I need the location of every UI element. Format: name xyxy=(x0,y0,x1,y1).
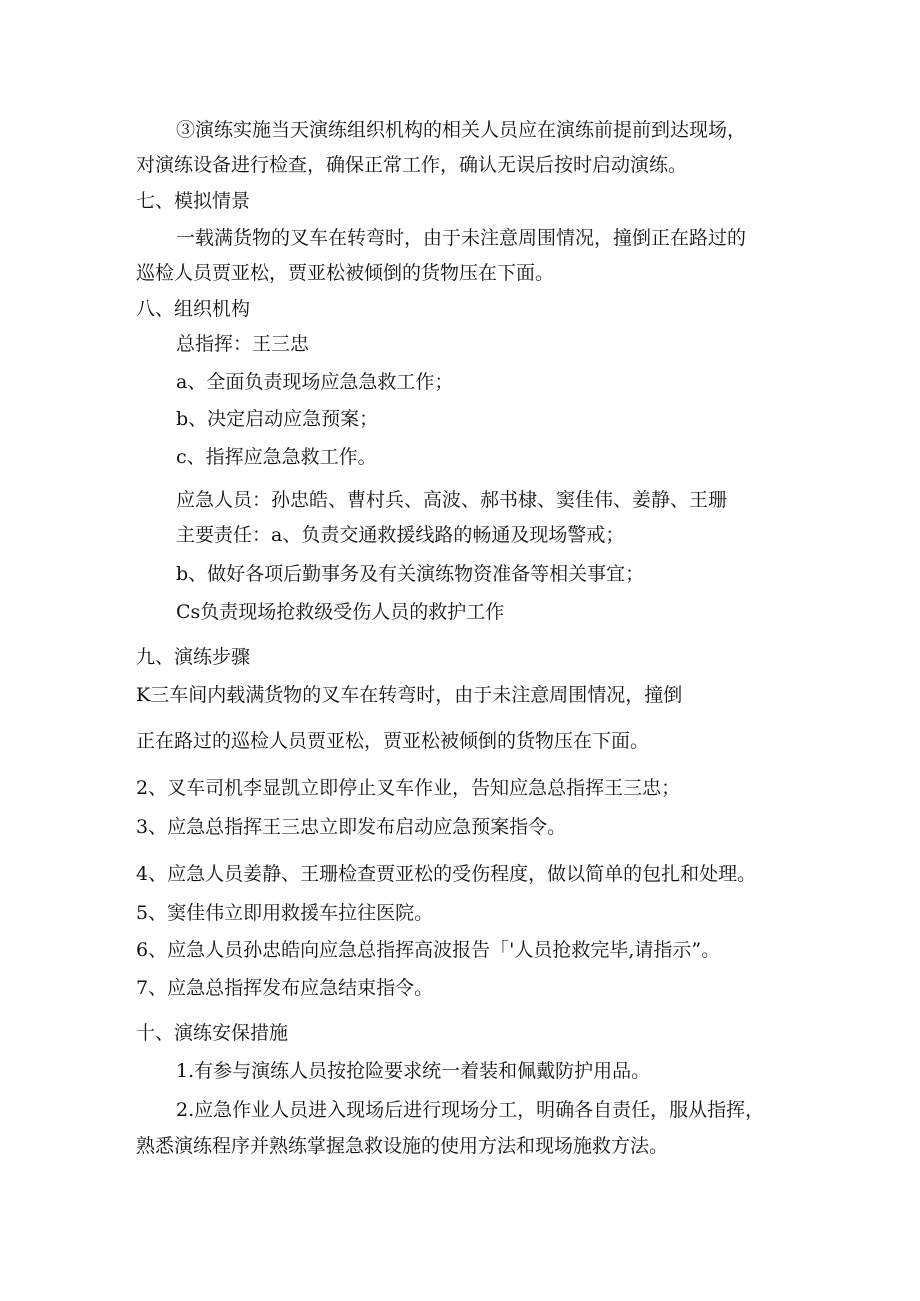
responder-duty-b: b、做好各项后勤事务及有关演练物资准备等相关事宜； xyxy=(176,563,645,585)
step-5: 5、窦佳伟立即用救援车拉往医院。 xyxy=(136,902,434,924)
step-1-line-1: K三车间内载满货物的叉车在转弯时，由于未注意周围情况，撞倒 xyxy=(136,684,683,706)
step-4: 4、应急人员姜静、王珊检查贾亚松的受伤程度，做以简单的包扎和处理。 xyxy=(136,863,757,885)
drill-prep-line-1: ③演练实施当天演练组织机构的相关人员应在演练前提前到达现场， xyxy=(176,119,747,141)
commander-duty-a: a、全面负责现场应急急救工作； xyxy=(176,371,454,393)
safety-item-1: 1.有参与演练人员按抢险要求统一着装和佩戴防护用品。 xyxy=(176,1060,651,1082)
step-2: 2、叉车司机李显凯立即停止叉车作业，告知应急总指挥王三忠； xyxy=(136,777,681,799)
drill-prep-line-2: 对演练设备进行检查，确保正常工作，确认无误后按时启动演练。 xyxy=(136,154,688,176)
safety-item-2-line-2: 熟悉演练程序并熟练掌握急救设施的使用方法和现场施救方法。 xyxy=(136,1135,669,1157)
responder-duty-c: Cs负责现场抢救级受伤人员的救护工作 xyxy=(176,601,505,623)
commander-duty-c: c、指挥应急急救工作。 xyxy=(176,446,377,468)
scenario-line-1: 一载满货物的叉车在转弯时，由于未注意周围情况，撞倒正在路过的 xyxy=(176,227,747,249)
commander-line: 总指挥：王三忠 xyxy=(176,333,310,355)
section-7-title: 七、模拟情景 xyxy=(136,190,251,212)
section-9-title: 九、演练步骤 xyxy=(136,646,251,668)
section-8-title: 八、组织机构 xyxy=(136,298,251,320)
step-3: 3、应急总指挥王三忠立即发布启动应急预案指令。 xyxy=(136,816,567,838)
section-10-title: 十、演练安保措施 xyxy=(136,1022,289,1044)
step-1-line-2: 正在路过的巡检人员贾亚松，贾亚松被倾倒的货物压在下面。 xyxy=(136,730,650,752)
scenario-line-2: 巡检人员贾亚松，贾亚松被倾倒的货物压在下面。 xyxy=(136,262,555,284)
responder-duty-a: 主要责任：a、负责交通救援线路的畅通及现场警戒； xyxy=(176,524,625,546)
safety-item-2-line-1: 2.应急作业人员进入现场后进行现场分工，明确各自责任，服从指挥， xyxy=(176,1099,765,1121)
responders-line: 应急人员：孙忠皓、曹村兵、高波、郝书棣、窦佳伟、姜静、王珊 xyxy=(176,489,728,511)
step-6: 6、应急人员孙忠皓向应急总指挥高波报告「'人员抢救完毕,请指示”。 xyxy=(136,939,721,961)
step-7: 7、应急总指挥发布应急结束指令。 xyxy=(136,977,434,999)
commander-duty-b: b、决定启动应急预案； xyxy=(176,408,379,430)
